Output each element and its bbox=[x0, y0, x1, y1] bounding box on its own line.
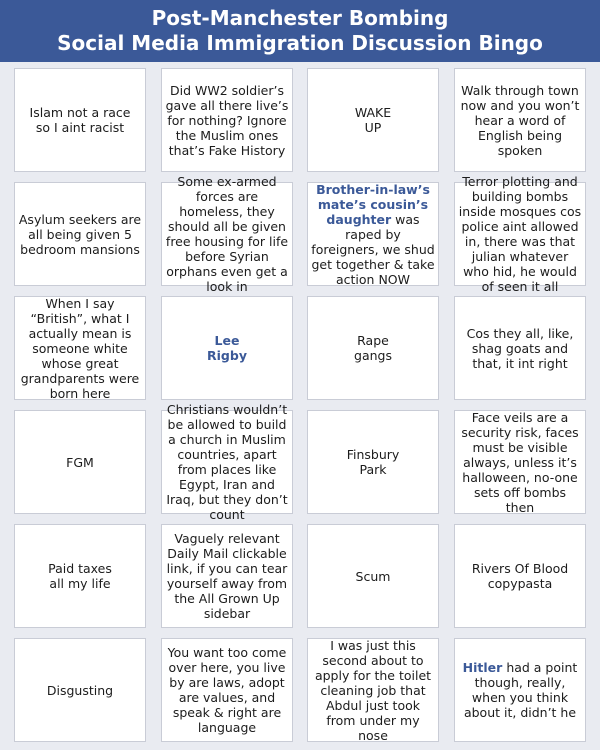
bingo-cell-13[interactable] bbox=[14, 410, 146, 514]
bingo-cell-highlight: Hitler bbox=[462, 660, 503, 675]
bingo-cell-text: Asylum seekers are all being given 5 bedroom mansions bbox=[18, 211, 142, 257]
bingo-cell-24[interactable] bbox=[454, 638, 586, 742]
bingo-cell-text: Christians wouldn’t be allowed to build a church in Muslim countries, apart from places like Egypt, Iran and Iraq, but they don’t count bbox=[166, 402, 288, 522]
bingo-cell-rest: had a point though, really, when you think about it, didn’t he bbox=[463, 660, 578, 720]
bingo-cell-text: Scum bbox=[355, 568, 391, 584]
bingo-cell-20[interactable] bbox=[454, 524, 586, 628]
bingo-cell-rest: was raped by foreigners, we shud get together & take action NOW bbox=[311, 211, 435, 287]
bingo-cell-text: Did WW2 soldier’s gave all there live’s for nothing? Ignore the Muslim ones that’s Fake History bbox=[165, 82, 289, 158]
bingo-cell-8[interactable] bbox=[454, 174, 586, 294]
bingo-cell-1[interactable] bbox=[14, 68, 146, 172]
bingo-cell-text: Rape gangs bbox=[354, 333, 392, 363]
bingo-cell-3[interactable] bbox=[307, 68, 439, 172]
bingo-cell-5[interactable] bbox=[14, 182, 146, 286]
bingo-cell-text: Finsbury Park bbox=[346, 447, 400, 477]
bingo-cell-7[interactable] bbox=[307, 182, 439, 286]
page-header bbox=[0, 0, 600, 62]
bingo-cell-19[interactable] bbox=[307, 524, 439, 628]
page-title-line-2: Social Media Immigration Discussion Bingo bbox=[57, 31, 543, 55]
bingo-cell-6[interactable] bbox=[161, 174, 293, 294]
bingo-cell-text: You want too come over here, you live by are laws, adopt are values, and speak & right are language bbox=[167, 645, 287, 735]
bingo-cell-highlight: Lee Rigby bbox=[207, 333, 247, 363]
bingo-cell-17[interactable] bbox=[14, 524, 146, 628]
bingo-cell-23[interactable] bbox=[307, 638, 439, 742]
bingo-cell-text: WAKE UP bbox=[354, 105, 392, 135]
bingo-cell-text: I was just this second about to apply for the toilet cleaning job that Abdul just took from under my nose bbox=[314, 637, 432, 743]
bingo-cell-text: Paid taxes all my life bbox=[48, 561, 112, 591]
bingo-cell-text bbox=[458, 660, 582, 720]
bingo-cell-22[interactable] bbox=[161, 638, 293, 742]
bingo-cell-14[interactable] bbox=[161, 402, 293, 522]
bingo-cell-text: Cos they all, like, shag goats and that, it int right bbox=[466, 325, 574, 371]
bingo-cell-15[interactable] bbox=[307, 410, 439, 514]
bingo-cell-text: Vaguely relevant Daily Mail clickable link, if you can tear yourself away from the All Grown Up sidebar bbox=[166, 531, 288, 621]
bingo-cell-text: When I say “British”, what I actually mean is someone white whose great grandparents were born here bbox=[20, 295, 140, 401]
bingo-cell-10[interactable] bbox=[161, 296, 293, 400]
bingo-cell-9[interactable] bbox=[14, 296, 146, 400]
bingo-cell-text: Rivers Of Blood copypasta bbox=[471, 561, 569, 591]
bingo-cell-text: Islam not a race so I aint racist bbox=[29, 105, 131, 135]
bingo-cell-4[interactable] bbox=[454, 68, 586, 172]
bingo-grid bbox=[14, 68, 588, 744]
bingo-cell-12[interactable] bbox=[454, 296, 586, 400]
bingo-cell-highlight: Brother-in-law’s mate’s cousin’s daughter bbox=[316, 181, 430, 227]
bingo-cell-text: Some ex-armed forces are homeless, they should all be given free housing for life before Syrian orphans even get a look in bbox=[165, 174, 289, 294]
bingo-cell-text: Face veils are a security risk, faces must be visible always, unless it’s halloween, no-one sets off bombs then bbox=[461, 409, 579, 515]
bingo-cell-text: Disgusting bbox=[46, 682, 114, 698]
page-title-line-1: Post-Manchester Bombing bbox=[151, 6, 449, 30]
bingo-cell-18[interactable] bbox=[161, 524, 293, 628]
bingo-cell-text: Terror plotting and building bombs inside mosques cos police aint allowed in, there was that julian whatever who hid, he would of seen it all bbox=[458, 174, 582, 294]
bingo-cell-2[interactable] bbox=[161, 68, 293, 172]
bingo-cell-16[interactable] bbox=[454, 410, 586, 514]
bingo-cell-21[interactable] bbox=[14, 638, 146, 742]
bingo-cell-text bbox=[311, 182, 435, 287]
bingo-cell-11[interactable] bbox=[307, 296, 439, 400]
bingo-cell-text: Walk through town now and you won’t hear a word of English being spoken bbox=[460, 82, 580, 158]
bingo-cell-text: FGM bbox=[66, 454, 94, 470]
